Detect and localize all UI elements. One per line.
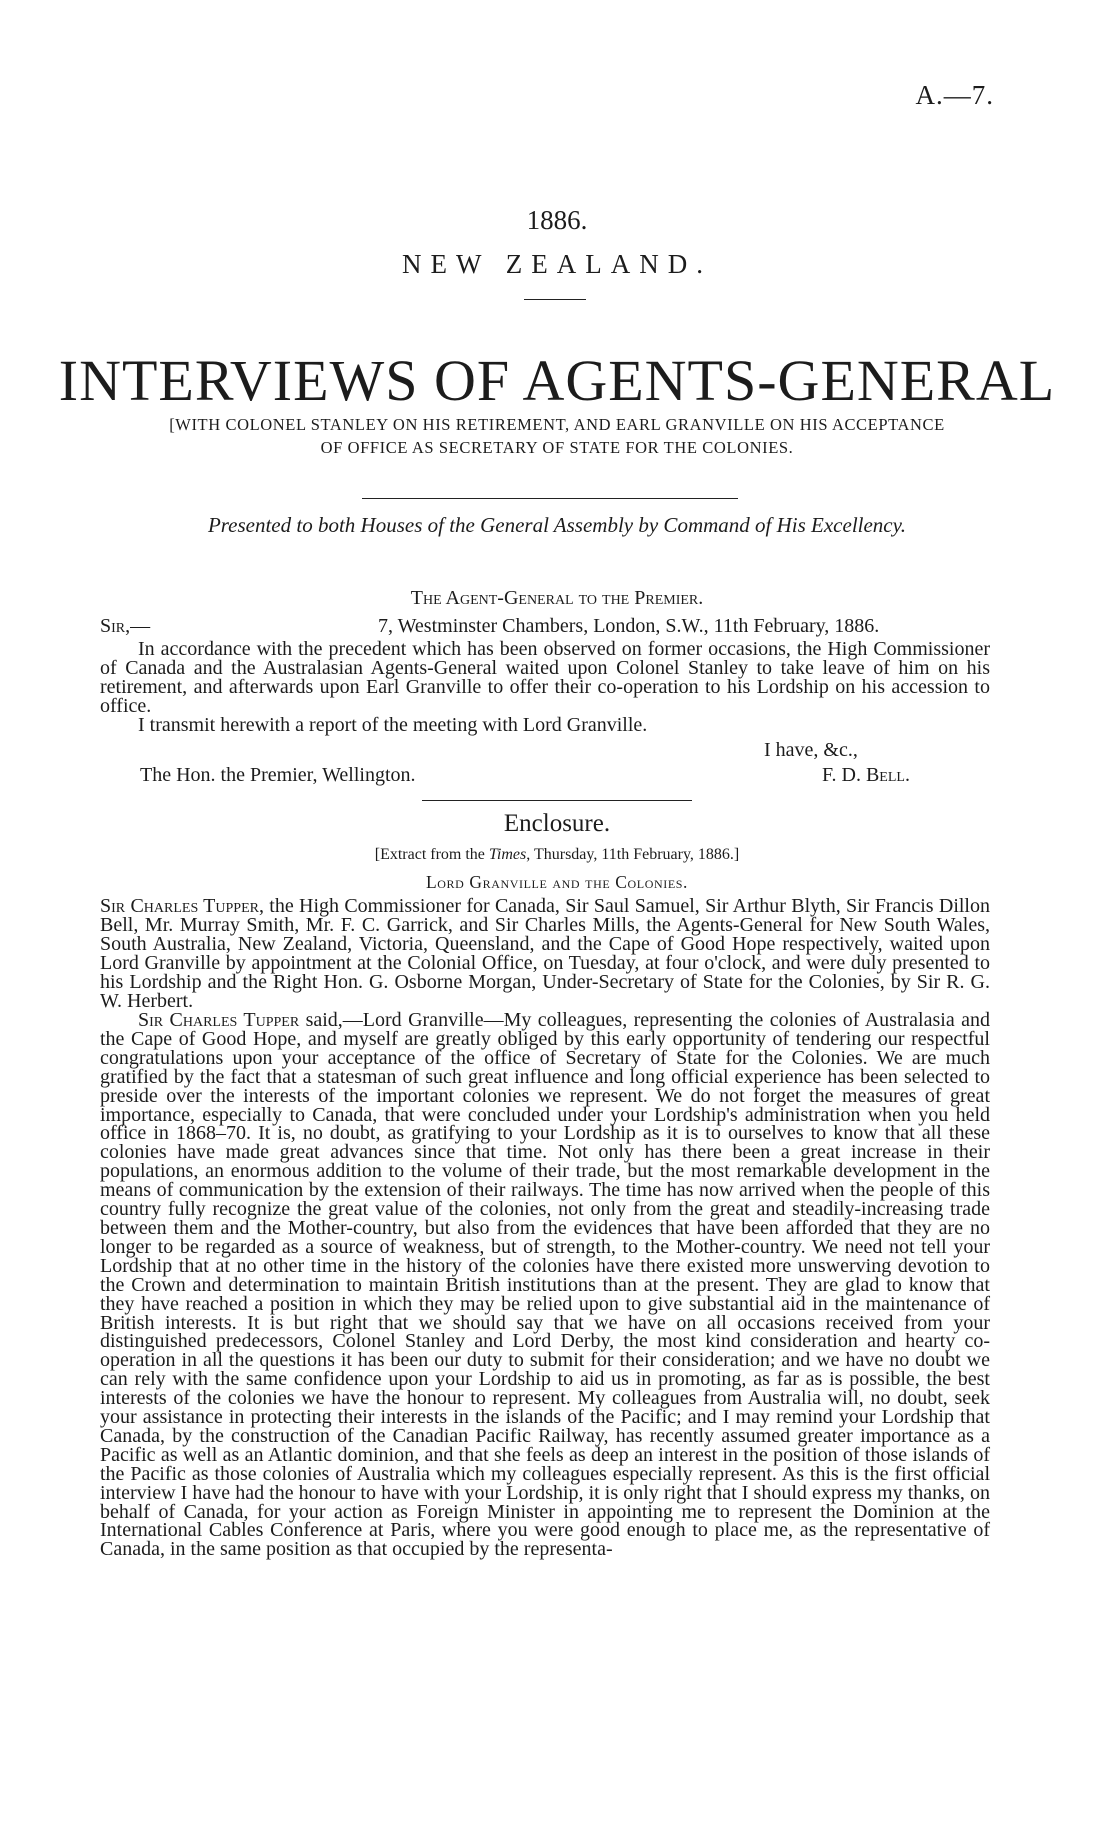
letter-closing: I have, &c., xyxy=(764,739,858,761)
letter-paragraph-2: I transmit herewith a report of the meeting with Lord Granville. xyxy=(138,714,648,736)
subtitle-line-1: [WITH COLONEL STANLEY ON HIS RETIREMENT, AND EARL GRANVILLE ON HIS ACCEPTANCE xyxy=(169,415,945,434)
enclosure-heading: Enclosure. xyxy=(503,810,611,837)
letter-address: 7, Westminster Chambers, London, S.W., 11th February, 1886. xyxy=(378,615,880,637)
divider xyxy=(362,498,738,499)
enclosure-paragraph-2 xyxy=(100,1011,990,1559)
extract-source: Times xyxy=(488,846,527,863)
country: NEW ZEALAND. xyxy=(402,249,712,279)
letter-paragraph-1: In accordance with the precedent which has been observed on former occasions, the High Commissioner of Canada and the Australasian Agents-General waited upon Colonel Stanley to take leave of him on his retirement, and afterwards upon Earl Granville to offer their co-operation to his Lordship on his accession to office. xyxy=(100,638,990,717)
letter-salutation: Sir,— xyxy=(100,615,151,637)
extract-prefix: [Extract from the xyxy=(374,846,489,863)
document-subtitle xyxy=(0,413,1114,459)
year: 1886. xyxy=(526,205,588,235)
paragraph-text: , the High Commissioner for Canada, Sir Saul Samuel, Sir Arthur Blyth, Sir Francis Dillon Bell, Mr. Murray Smith, Mr. F. C. Garrick, and Sir Charles Mills, the Agents-General for New South Wales, South Australia, New Zealand, Victoria, Queensland, and the Cape of Good Hope respectively, waited upon Lord Granville by appointment at the Colonial Office, on Tuesday, at four o'clock, and were duly presented to his Lordship and the Right Hon. G. Osborne Morgan, Under-Secretary of State for the Colonies, by Sir R. G. W. Herbert. xyxy=(100,895,990,1012)
speaker-name: Sir Charles Tupper xyxy=(100,895,259,917)
enclosure-paragraph-1 xyxy=(100,897,990,1010)
subtitle-line-2: OF OFFICE AS SECRETARY OF STATE FOR THE COLONIES. xyxy=(320,438,794,457)
letter-heading: The Agent-General to the Premier. xyxy=(410,587,704,609)
paragraph-text: said,—Lord Granville—My colleagues, representing the colonies of Australasia and the Cape of Good Hope, and myself are greatly obliged by this early opportunity of tendering our respectful congratulations upon your acceptance of the office of Secretary of State for the Colonies. We are much gratified by the fact that a statesman of such great influence and long official experience has been selected to preside over the interests of the important colonies we represent. We do not forget the measures of great importance, especially to Canada, that were concluded under your Lordship's administration when you held office in 1868–70. It is, no doubt, as gratifying to your Lordship as it is to ourselves to know that all these colonies have made great advances since that time. Not only has there been a great increase in their populations, an enormous addition to the volume of their trade, but the most remarkable development in the means of communication by the extension of their railways. The time has now arrived when the people of this country fully recognize the great value of the colonies, not only from the great and steadily-increasing trade between them and the Mother-country, but also from the evidences that have been afforded that they are no longer to be regarded as a source of weakness, but of strength, to the Mother-country. We need not tell your Lordship that at no other time in the history of the colonies have there existed more unswerving devotion to the Crown and determination to maintain British institutions than at the present. They are glad to know that they have reached a position in which they may be relied upon to give substantial aid in the maintenance of British interests. It is but right that we should say that we have on all occasions received from your distinguished predecessors, Colonel Stanley and Lord Derby, the most kind consideration and hearty co-operation in all the questions it has been our duty to submit for their consideration; and we have no doubt we can rely with the same confidence upon your Lordship to aid us in promoting, as far as is possible, the best interests of the colonies we have the honour to represent. My colleagues from Australia will, no doubt, seek your assistance in protecting their interests in the islands of the Pacific; and I may remind your Lordship that Canada, by the construction of the Canadian Pacific Railway, has recently assumed greater importance as a Pacific as well as an Atlantic dominion, and that she feels as deep an interest in the position of those islands of the Pacific as those colonies of Australia which my colleagues especially represent. As this is the first official interview I have had the honour to have with your Lordship, it is only right that I should express my thanks, on behalf of Canada, for your action as Foreign Minister in appointing me to represent the Dominion at the International Cables Conference at Paris, where you were good enough to place me, as the representative of Canada, in the same position as that occupied by the representa- xyxy=(100,1009,990,1561)
enclosure-subheading: Lord Granville and the Colonies. xyxy=(425,872,689,892)
speaker-name: Sir Charles Tupper xyxy=(138,1009,300,1031)
presented-note: Presented to both Houses of the General Assembly by Command of His Excellency. xyxy=(207,513,907,537)
document-title: INTERVIEWS OF AGENTS-GENERAL xyxy=(58,348,1056,413)
page-number: A.—7. xyxy=(915,80,994,110)
letter-recipient: The Hon. the Premier, Wellington. xyxy=(140,764,416,786)
letter-signature: F. D. Bell. xyxy=(822,764,910,786)
extract-suffix: , Thursday, 11th February, 1886.] xyxy=(526,846,740,863)
extract-note xyxy=(0,846,1114,864)
divider xyxy=(422,800,692,801)
divider xyxy=(524,299,586,300)
